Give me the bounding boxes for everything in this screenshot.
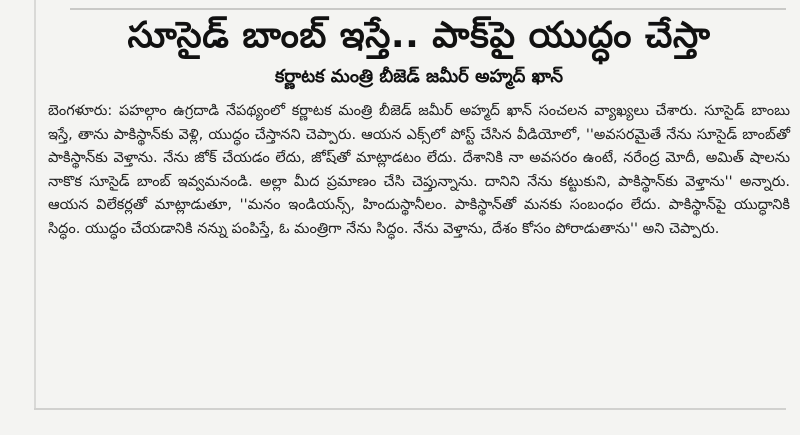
article-headline: సూసైడ్ బాంబ్ ఇస్తే.. పాక్‌పై యుద్ధం చేస్తా [127, 15, 711, 56]
column-divider [34, 0, 36, 410]
news-article [48, 12, 790, 241]
top-divider [70, 8, 786, 10]
article-subheadline: కర్ణాటక మంత్రి బీజెడ్ జమీర్ అహ్మద్ ఖాన్ [274, 66, 563, 87]
bottom-divider [34, 408, 786, 410]
article-body: బెంగళూరు: పహల్గాం ఉగ్రదాడి నేపథ్యంలో కర్ణాటక మంత్రి బీజెడ్ జమీర్ అహ్మద్ ఖాన్ సంచలన వ్యాఖ్యలు చేశారు. సూసైడ్ బాంబు ఇస్తే, తాను పాకిస్థాన్‌కు వెళ్లి, యుద్ధం చేస్తానని చెప్పారు. ఆయన ఎక్స్‌లో పోస్ట్ చేసిన వీడియోలో, ''అవసరమైతే నేను సూసైడ్ బాంబ్‌తో పాకిస్థాన్‌కు వెళ్తాను. నేను జోక్ చేయడం లేదు, జోష్‌తో మాట్లాడటం లేదు. దేశానికి నా అవసరం ఉంటే, నరేంద్ర మోదీ, అమిత్ షాలను నాకొక సూసైడ్ బాంబ్ ఇవ్వమనండి. అల్లా మీద ప్రమాణం చేసి చెప్తున్నాను. దానిని నేను కట్టుకుని, పాకిస్థాన్‌కు వెళ్తాను'' అన్నారు. ఆయన విలేకర్లతో మాట్లాడుతూ, ''మనం ఇండియన్స్, హిందుస్థానీలం. పాకిస్థాన్‌తో మనకు సంబంధం లేదు. పాకిస్థాన్‌పై యుద్ధానికి సిద్ధం. యుద్ధం చేయడానికి నన్ను పంపిస్తే, ఓ మంత్రిగా నేను సిద్ధం. నేను వెళ్తాను, దేశం కోసం పోరాడుతాను'' అని చెప్పారు. [48, 103, 790, 237]
